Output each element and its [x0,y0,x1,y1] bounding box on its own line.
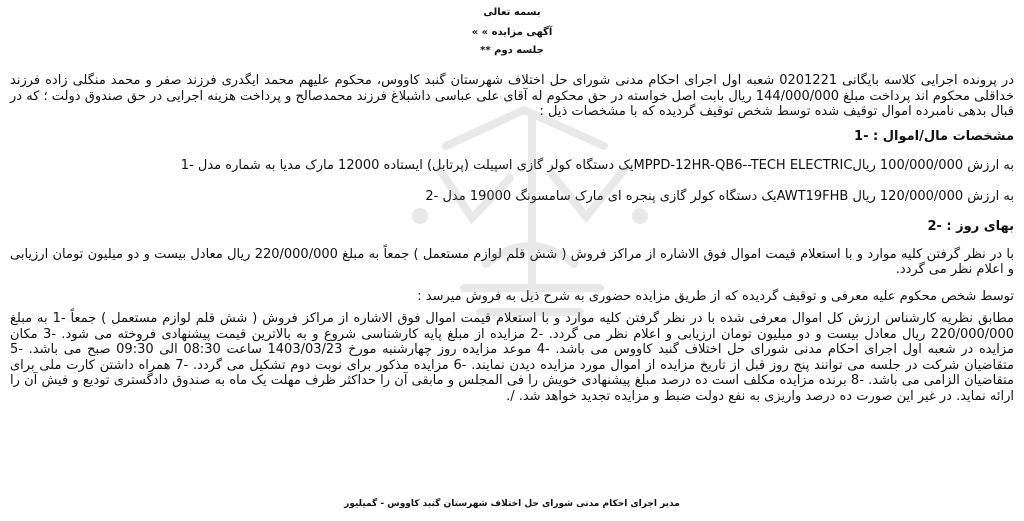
basmala: بسمه تعالی [483,7,541,18]
session-label: جلسه دوم ** [480,45,544,56]
case-introduction: در پرونده اجرایی کلاسه بایگانی 0201221 شعبه اول اجرای احکام مدنی شورای حل اختلاف شهرستان گنبد کاووس، محکوم علیهم محمد ایگدری فرزند صفر و محمد منگلی زاده فرزند خداقلی محکوم اند پرداخت مبلغ 144/000/000 ریال بابت اصل خواسته در حق محکوم له آقای علی عباسی داشبلاغ فرزند محمدصالح و پرداخت هزینه اجرایی در حق صندوق دولت ؛ که در قبال بدهی نامبرده اموال توقیف شده توسط شخص توقیف گردیده که با مشخصات ذیل : [10,73,1014,119]
auction-terms: مطابق نظریه کارشناس ارزش کل اموال معرفی شده با در نظر گرفتن کلیه موارد و با استعلام قیمت اموال فوق الاشاره از مراکز فروش ( شش قلم لوازم مستعمل ) جمعاً -1 به مبلغ 220/000/000 ریال معادل بیست و دو میلیون تومان ارزیابی و اعلام نظر می گردد. -2 مزایده از مبلغ پایه کارشناسی شروع و به بالاترین قیمت پیشنهادی فروخته می شود. -3 مکان مزایده در شعبه اول اجرای احکام مدنی شورای حل اختلاف گنبد کاووس می باشد. -4 موعد مزایده روز چهارشنبه مورخ 1403/03/23 ساعت 08:30 الی 09:30 صبح می باشد. -5 متقاضیان شرکت در جلسه می توانند پنج روز قبل از تاریخ مزایده از اموال مورد مزایده دیدن نمایند. -6 مزایده مذکور برای نوبت دوم تشکیل می گردد. -7 همراه داشتن کارت ملی برای متقاضیان الزامی می باشد. -8 برنده مزایده مکلف است ده درصد مبلغ پیشنهادی خویش را فی المجلس و مابقی آن را حداکثر ظرف مهلت یک ماه به صندوق دادگستری تودیع و فیش آن را ارائه نماید. در غیر این صورت ده درصد واریزی به نفع دولت ضبط و مزایده تجدید خواهد شد. /. [10,311,1014,404]
current-value-heading: بهای روز : -2 [927,218,1014,234]
notice-title: آگهی مزایده » » [471,27,553,38]
signature-line: مدیر اجرای احکام مدنی شورای حل اختلاف شهرستان گنبد کاووس - گمیلیور [344,499,680,509]
property-specifications-heading: مشخصات مال/اموال : -1 [854,128,1014,144]
valuation-paragraph: با در نظر گرفتن کلیه موارد و با استعلام قیمت اموال فوق الاشاره از مراکز فروش ( شش قلم لوازم مستعمل ) جمعاً به مبلغ 220/000/000 ریال معادل بیست و دو میلیون تومان ارزیابی و اعلام نظر می گردد. [10,246,1015,277]
property-item-2: به ارزش 120/000/000 ریال AWT19FHBیک دستگاه کولر گازی پنجره ای مارک سامسونگ 19000 مدل -2 [425,188,1014,204]
property-item-1: به ارزش 100/000/000 ریالMPPD-12HR-QB6--TECH ELECTRICیک دستگاه کولر گازی اسپیلت (پرتابل) ایستاده 12000 مارک مدیا به شماره مدل -1 [180,157,1014,173]
seizure-statement: توسط شخص محکوم علیه معرفی و توقیف گردیده که از طریق مزایده حضوری به شرح ذیل به فروش میرسد : [417,288,1014,304]
